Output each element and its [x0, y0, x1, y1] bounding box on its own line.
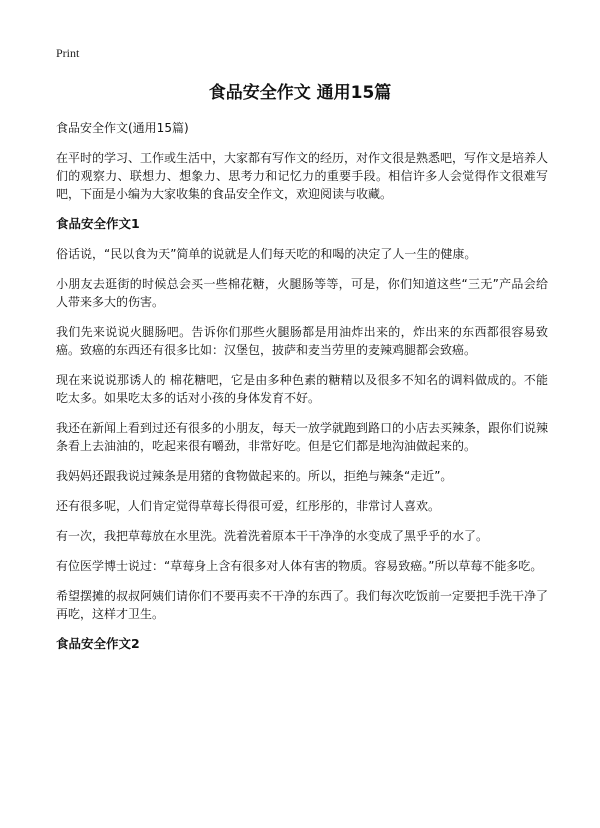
paragraph: 我们先来说说火腿肠吧。告诉你们那些火腿肠都是用油炸出来的，炸出来的东西都很容易致癌。致癌的东西还有很多比如：汉堡包，披萨和麦当劳里的麦辣鸡腿都会致癌。 — [56, 325, 548, 357]
document-title: 食品安全作文 通用15篇 — [208, 83, 392, 103]
document-body — [56, 119, 548, 665]
paragraph: 俗话说，“民以食为天”简单的说就是人们每天吃的和喝的决定了人一生的健康。 — [56, 247, 477, 261]
paragraph: 现在来说说那诱人的 棉花糖吧，它是由多种色素的糖精以及很多不知名的调料做成的。不能吃太多。如果吃太多的话对小孩的身体发育不好。 — [56, 373, 548, 405]
document-subtitle: 食品安全作文(通用15篇) — [56, 121, 189, 135]
paragraph: 希望摆摊的叔叔阿姨们请你们不要再卖不干净的东西了。我们每次吃饭前一定要把手洗干净了再吃，这样才卫生。 — [56, 589, 549, 621]
print-link[interactable]: Print — [56, 46, 80, 60]
paragraph: 我还在新闻上看到过还有很多的小朋友，每天一放学就跑到路口的小店去买辣条，跟你们说辣条看上去油油的，吃起来很有嚼劲，非常好吃。但是它们都是地沟油做起来的。 — [56, 421, 549, 453]
section-heading-2: 食品安全作文2 — [56, 636, 140, 651]
paragraph: 有一次，我把草莓放在水里洗。洗着洗着原本干干净净的水变成了黑乎乎的水了。 — [56, 529, 489, 543]
paragraph: 小朋友去逛街的时候总会买一些棉花糖，火腿肠等等，可是，你们知道这些“三无”产品会给人带来多大的伤害。 — [56, 277, 548, 309]
section-heading-1: 食品安全作文1 — [56, 216, 140, 231]
intro-paragraph: 在平时的学习、工作或生活中，大家都有写作文的经历，对作文很是熟悉吧，写作文是培养人们的观察力、联想力、想象力、思考力和记忆力的重要手段。相信许多人会觉得作文很难写吧，下面是小编为大家收集的食品安全作文，欢迎阅读与收藏。 — [56, 151, 549, 201]
paragraph: 我妈妈还跟我说过辣条是用猪的食物做起来的。所以，拒绝与辣条“走近”。 — [56, 469, 453, 483]
paragraph: 有位医学博士说过：“草莓身上含有很多对人体有害的物质。容易致癌。”所以草莓不能多吃。 — [56, 559, 543, 573]
paragraph: 还有很多呢，人们肯定觉得草莓长得很可爱，红彤彤的，非常讨人喜欢。 — [56, 499, 441, 513]
